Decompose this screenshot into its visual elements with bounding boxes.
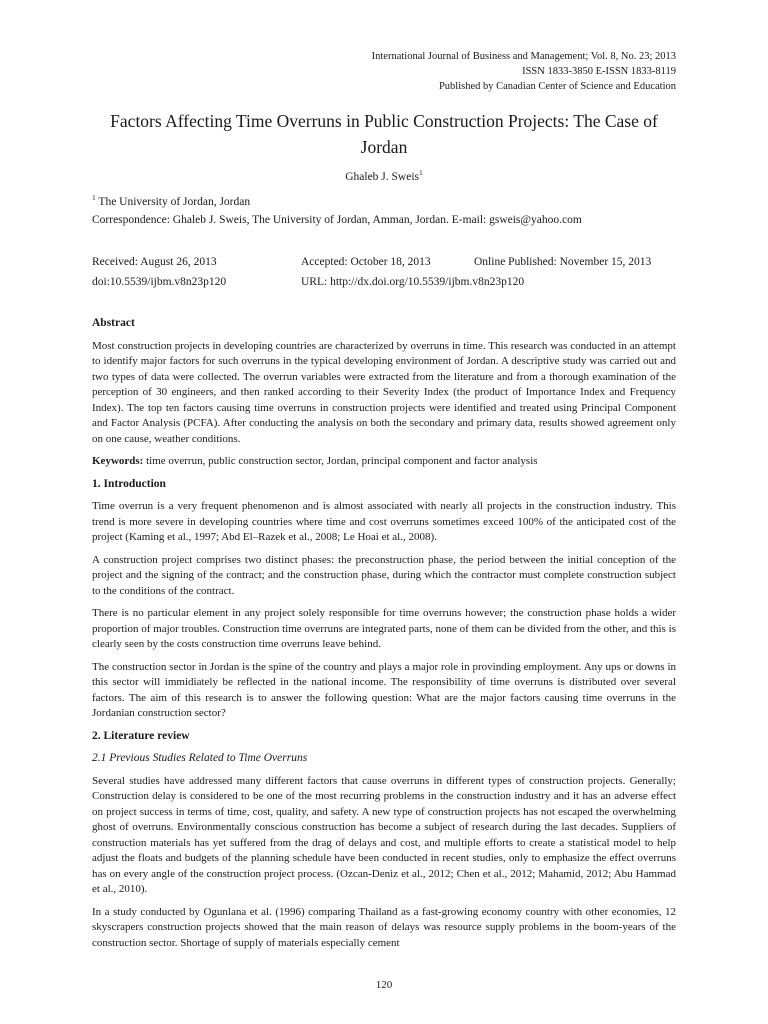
paragraph: Time overrun is a very frequent phenomenon and is almost associated with nearly all projects in the construction industry. This trend is more severe in developing countries where time and cost overruns sometimes exceed 100% of the anticipated cost of the project (Kaming et al., 1997; Abd El–Razek et al., 2008; Le Hoai et al., 2008). (92, 500, 676, 543)
affiliation-text: The University of Jordan, Jordan (95, 195, 251, 208)
main-text (92, 316, 676, 958)
journal-publisher: Published by Canadian Center of Science and Education (438, 81, 676, 92)
author-name: Ghaleb J. Sweis (345, 170, 420, 183)
online-published-date: Online Published: November 15, 2013 (474, 256, 652, 268)
journal-header (372, 49, 676, 94)
paragraph: A construction project comprises two distinct phases: the preconstruction phase, the period between the initial conception of the project and the signing of the contract; and the construction phase, during which the contractor must complete construction subject to the conditions of the contract. (92, 553, 676, 597)
doi: doi:10.5539/ijbm.v8n23p120 (92, 276, 227, 288)
page-number: 120 (375, 979, 393, 991)
section-heading-literature-review: 2. Literature review (92, 729, 190, 742)
abstract-text: Most construction projects in developing countries are characterized by overruns in time. This research was conducted in an attempt to identify major factors for such overruns in the typical developing environment of Jordan. A descriptive study was carried out and two types of data were collected. The overrun variables were extracted from the literature and from a thorough examination of the perception of 30 engineers, and then ranked according to their Severity Index (the product of Importance Index and Frequency Index). The top ten factors causing time overruns in construction projects were identified and treated using Principal Component and Factor Analysis (PCFA). After conducting the analysis on both the secondary and primary data, results showed agreement only on one cause, weather conditions. (92, 339, 676, 445)
abstract-heading: Abstract (92, 317, 135, 329)
accepted-date: Accepted: October 18, 2013 (301, 256, 431, 268)
affiliation (92, 193, 250, 208)
author-line (92, 168, 676, 183)
affiliation-marker: 1 (92, 193, 96, 202)
correspondence: Correspondence: Ghaleb J. Sweis, The University of Jordan, Amman, Jordan. E-mail: gsweis@yahoo.com (92, 214, 582, 226)
section-heading-introduction: 1. Introduction (92, 477, 166, 490)
paragraph: The construction sector in Jordan is the spine of the country and plays a major role in provinding employment. Any ups or downs in this sector will immidiately be reflected in the national income. The responsibility of time overruns is distributed over several factors. The aim of this research is to answer the following question: What are the major factors causing time overruns in the Jordanian construction sector? (92, 660, 676, 719)
received-date: Received: August 26, 2013 (92, 256, 217, 268)
doi-url: URL: http://dx.doi.org/10.5539/ijbm.v8n23p120 (301, 276, 525, 288)
keywords (92, 454, 676, 470)
paragraph: In a study conducted by Ogunlana et al. (1996) comparing Thailand as a fast-growing economy country with other economies, 12 skyscrapers construction projects showed that the main reason of delays was resource supply problems in the boom-years of the construction sector. Shortage of supply of materials especially cement (92, 905, 676, 949)
journal-issn: ISSN 1833-3850 E-ISSN 1833-8119 (522, 66, 676, 77)
keywords-label: Keywords: (92, 455, 144, 467)
paper-title: Factors Affecting Time Overruns in Public Construction Projects: The Case of Jordan (110, 111, 658, 157)
author-affil-marker: 1 (419, 168, 423, 177)
paragraph: Several studies have addressed many different factors that cause overruns in different types of construction projects. Generally; Construction delay is considered to be one of the most recurring problems in the construction industry and it has an adverse effect on project success in terms of time, cost, quality, and safety. A new type of construction projects has not escaped the overwhelming ghost of overruns. Environmentally conscious construction has become a subject of research during the last decades. Suppliers of construction materials has yet suffered from the drag of delays and cost, and multiple efforts to create a statistical model to help adjust the floats and budgets of the planning schedule have been conducted in recent studies, only to emphasize the effect overruns has on every angle of the construction project process. (Ozcan-Deniz et al., 2012; Chen et al., 2012; Mahamid, 2012; Abu Hammad et al., 2010). (92, 774, 676, 895)
paragraph: There is no particular element in any project solely responsible for time overruns however; the construction phase holds a wider proportion of major troubles. Construction time overruns are integrated parts, none of them can be divided from the other, and this is clearly seen by the costs construction time overruns leave behind. (92, 607, 676, 650)
journal-citation: International Journal of Business and Management; Vol. 8, No. 23; 2013 (371, 51, 676, 62)
keywords-text: time overrun, public construction sector, Jordan, principal component and factor analysis (143, 455, 538, 467)
subsection-heading: 2.1 Previous Studies Related to Time Overruns (92, 752, 308, 764)
